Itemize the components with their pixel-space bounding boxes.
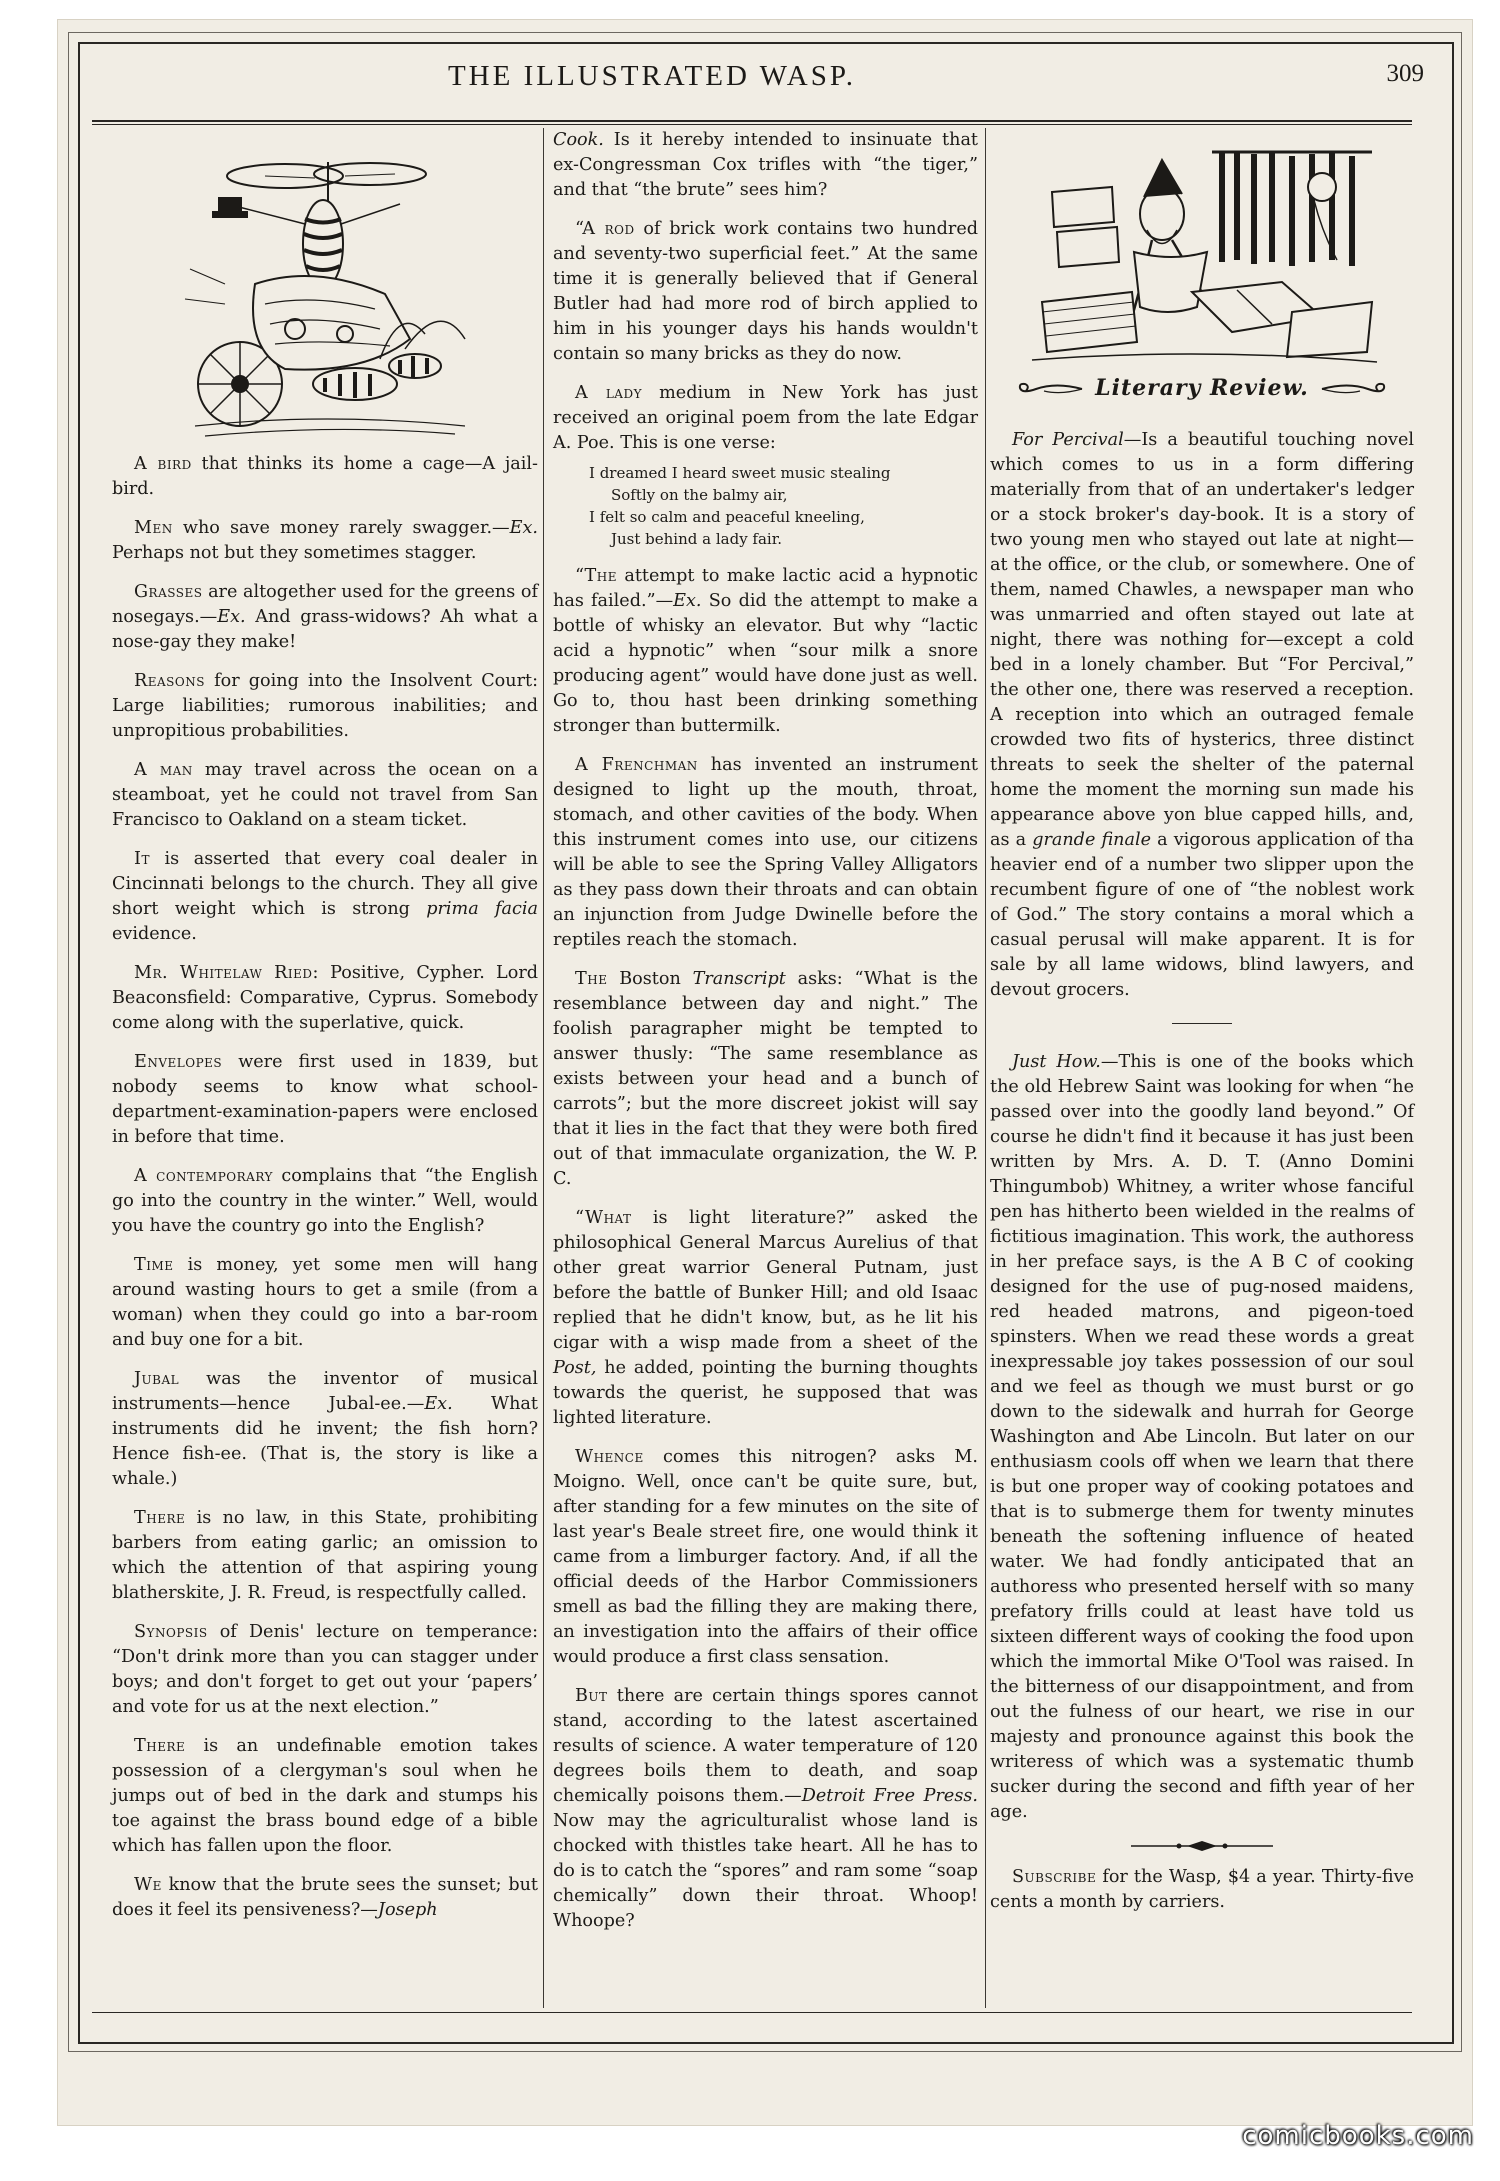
paragraph-text: is light literature?” asked the philosophical General Marcus Aurelius of that other great warrior General Putnam, just before the battle of Bunker Hill; and old Isaac replied that he didn't know, but, as he lit his cigar with a wisp made from a sheet of the (553, 1208, 978, 1353)
paragraph-lead: “The (575, 566, 617, 586)
paragraph (112, 1873, 538, 1923)
paragraph-text: he added, pointing the burning thoughts towards the querist, he supposed that was lighted literature. (553, 1358, 978, 1428)
short-divider (1172, 1023, 1232, 1024)
paragraph-lead: The (575, 969, 608, 989)
paragraph-text: asks: “What is the resemblance between day and night.” The foolish paragrapher might be tempted to answer thusly: “The same resemblance as exists between your head and a bunch of carrots”; but the more discreet jokist will say that it lies in the fact that they were both fired out of that immaculate organization, the W. P. C. (553, 969, 978, 1189)
paragraph (553, 1206, 978, 1431)
verse-line: Just behind a lady fair. (611, 530, 783, 548)
paragraph (112, 1253, 538, 1353)
paragraph (112, 580, 538, 655)
section-title: Literary Review. (1095, 375, 1309, 401)
paragraph-text: were first used in 1839, but nobody seems to know what school-department-examination-papers were enclosed in before that time. (112, 1052, 538, 1147)
paragraph-lead: There (134, 1508, 186, 1528)
paragraph (112, 1164, 538, 1239)
continued-paragraph (553, 128, 978, 203)
paragraph (112, 847, 538, 947)
paragraph-text: was the inventor of musical instruments—hence Jubal-ee.— (112, 1369, 538, 1414)
paragraph-text: Now may the agriculturalist whose land is chocked with thistles take heart. All he has to do is to catch the “spores” and ram some “soap chemically” down their throat. Whoop! Whoope? (553, 1811, 978, 1931)
subscription-notice (990, 1865, 1414, 1915)
paragraph-text: of Denis' lecture on temperance: “Don't drink more than you can stagger under boys; and don't forget to get out your ‘papers’ and vote for us at the next election.” (112, 1622, 538, 1717)
paragraph-lead: Whence (575, 1447, 644, 1467)
paragraph (112, 1620, 538, 1720)
review-for-percival (990, 428, 1414, 1003)
paragraph-lead: There (134, 1736, 186, 1756)
paragraph (112, 1506, 538, 1606)
column-rule-left (543, 128, 544, 2008)
subscription-text: for the Wasp, $4 a year. Thirty-five cents a month by carriers. (990, 1867, 1414, 1912)
paragraph (112, 1050, 538, 1150)
running-head (92, 60, 1432, 106)
header-rule (92, 120, 1412, 125)
paragraph-text: medium in New York has just received an original poem from the late Edgar A. Poe. This is one verse: (553, 383, 978, 453)
paragraph-text: who save money rarely swagger.— (172, 518, 510, 538)
paragraph-text: know that the brute sees the sunset; but does it feel its pensiveness?— (112, 1875, 538, 1920)
review-text: —Is a beautiful touching novel which comes to us in a form differing materially from that of an undertaker's ledger or a stock broker's day-book. It is a story of two young men who stayed out late at night—at the office, or the club, or somewhere. One of them, named Chawles, a newspaper man who was unmarried and often stayed out late at night, there was nothing for—except a cold bed in a lonely chamber. But “For Percival,” the other one, there was reserved a reception. A reception into which an outraged female crowded two fits of hysterics, three distinct threats to seek the shelter of the paternal home the moment the morning sun made his appearance above yon blue capped hills, and, as a (990, 430, 1414, 850)
paragraph-lead: Envelopes (134, 1052, 223, 1072)
paragraph-text: So did the attempt to make a bottle of whisky an elevator. But why “lactic acid a hypnotic” when “sour milk a snore producing agent” would have done just as well. Go to, thou hast been drinking something stronger than buttermilk. (553, 591, 978, 736)
paragraph-lead: “What (575, 1208, 632, 1228)
paragraph-lead: A bird (134, 454, 192, 474)
paragraph-lead: Synopsis (134, 1622, 208, 1642)
paragraph-text: What instruments did he invent; the fish horn? Hence fish-ee. (That is, the story is like a whale.) (112, 1394, 538, 1489)
paragraph-lead: A Frenchman (575, 755, 698, 775)
review-text: a vigorous application of tha heavier end of a number two slipper upon the recumbent figure of one of “the noblest work of God.” The story contains a moral which a casual perusal will make apparent. It is for sale by all lame widows, blind lawyers, and devout grocers. (990, 830, 1414, 1000)
paragraph-text: attempt to make lactic acid a hypnotic has failed.”— (553, 566, 978, 611)
paragraph-text: comes this nitrogen? asks M. Moigno. Well, once can't be quite sure, but, after standing for a few minutes on the site of last year's Beale street fire, one would think it came from a limburger factory. And, if all the official deeds of the Harbor Commissioners smell as bad the filling they are making there, an investigation into the affairs of their office would produce a first class sensation. (553, 1447, 978, 1667)
poem-verse (589, 462, 978, 550)
review-text: —This is one of the books which the old Hebrew Saint was looking for when “he passed over into the goodly land beyond.” Of course he didn't find it because it has just been written by Mrs. A. D. T. (Anno Domini Thingumbob) Whitney, a writer whose fanciful pen has hitherto been wielded in the realms of fictitious imagination. This work, the authoress in her preface says, is the A B C of cooking designed for the use of pug-nosed maidens, red headed matrons, and pigeon-toed spinsters. When we read these words a great inexpressable joy takes possession of our soul and we feel as though we must burst or go down to the sidewalk and hurrah for George Washington and Abe Lincoln. But later on our enthusiasm cools off when we learn that there is but one proper way of cooking potatoes and that is to submerge them for twenty minutes beneath the softening influence of heated water. We had fondly anticipated that an authoress who presented herself with so many prefatory frills could at least have told us sixteen different ways of cooking the food upon which the immortal Mike O'Tool was raised. In the bitterness of our disappointment, and from out the fulness of our heart, we rise in our majesty and pronounce against this book the writeress of which was a systematic thumb sucker during the second and fifth year of her age. (990, 1052, 1414, 1822)
watermark: comicbooks.com (1242, 2121, 1474, 2151)
paragraph-text: Boston (607, 969, 693, 989)
paragraph-text: of brick work contains two hundred and seventy-two superficial feet.” At the same time it is generally believed that if General Butler had had more rod of birch applied to him in his younger days his hands wouldn't contain so many bricks as they do now. (553, 219, 978, 364)
scroll-ornament-right-icon (1320, 380, 1388, 398)
paragraph-text: for going into the Insolvent Court: Large liabilities; rumorous inabilities; and unpropitious probabilities. (112, 671, 538, 741)
page-number: 309 (1386, 60, 1424, 87)
scroll-ornament-left-icon (1016, 380, 1084, 398)
paragraph-emphasis: Ex. (509, 518, 538, 538)
paragraph-lead: Reasons (134, 671, 205, 691)
review-just-how (990, 1050, 1414, 1825)
paragraph-lead: A contemporary (134, 1166, 273, 1186)
paragraph-lead: Grasses (134, 582, 203, 602)
paragraph-emphasis: Ex. (217, 607, 246, 627)
paragraph-text: complains that “the English go into the country in the winter.” Well, would you have the country go into the English? (112, 1166, 538, 1236)
paragraph (112, 1367, 538, 1492)
paragraph (553, 967, 978, 1192)
paragraph (553, 564, 978, 739)
paragraph (112, 669, 538, 744)
paragraph-lead: Jubal (134, 1369, 180, 1389)
paragraph-text: Perhaps not but they sometimes stagger. (112, 543, 477, 563)
subscription-lead: Subscribe (1012, 1867, 1097, 1887)
bookworm-illustration (1022, 142, 1382, 372)
journal-title: THE ILLUSTRATED WASP. (447, 60, 857, 92)
paragraph-lead: Men (134, 518, 173, 538)
bee-chariot-illustration (165, 134, 485, 444)
verse-line: I dreamed I heard sweet music stealing (589, 464, 891, 482)
paragraph (112, 961, 538, 1036)
paragraph-lead: “A rod (575, 219, 635, 239)
paragraph-emphasis: Detroit Free Press. (801, 1786, 978, 1806)
paragraph (553, 381, 978, 456)
paragraph-text: has invented an instrument designed to light up the mouth, throat, stomach, and other cavities of the body. When this instrument comes into use, our citizens will be able to see the Spring Valley Alligators as they pass down their throats and can obtain an injunction from Judge Dwinelle before the reptiles reach the stomach. (553, 755, 978, 950)
paragraph-emphasis: Transcript (692, 969, 786, 989)
paragraph (553, 217, 978, 367)
paragraph-lead: Time (134, 1255, 174, 1275)
review-title: Just How. (1012, 1052, 1101, 1072)
paragraph-lead: A lady (575, 383, 642, 403)
paragraph-emphasis: Joseph (377, 1900, 438, 1920)
paragraph-text: And grass-widows? Ah what a nose-gay they make! (112, 607, 538, 652)
column-center (553, 128, 978, 1948)
paragraph-emphasis: Ex. (673, 591, 702, 611)
paragraph-lead: Mr. Whitelaw Ried: (134, 963, 319, 983)
paragraph-lead: It (134, 849, 150, 869)
column-right (990, 130, 1414, 1929)
paragraph-text: is no law, in this State, prohibiting barbers from eating garlic; an omission to which the attention of that aspiring young blatherskite, J. R. Freud, is respectfully called. (112, 1508, 538, 1603)
bottom-rule (92, 2012, 1412, 2013)
review-title: For Percival (1012, 430, 1124, 450)
continued-text: Is it hereby intended to insinuate that ex-Congressman Cox trifles with “the tiger,” and that “the brute” sees him? (553, 130, 978, 200)
paragraph-emphasis: prima facia (426, 899, 538, 919)
paragraph (112, 516, 538, 566)
paragraph (553, 1684, 978, 1934)
paragraph-text: Positive, Cypher. Lord Beaconsfield: Comparative, Cyprus. Somebody come along with the superlative, quick. (112, 963, 538, 1033)
paragraph (112, 452, 538, 502)
paragraph-text: is money, yet some men will hang around wasting hours to get a smile (from a woman) when they could go into a bar-room and buy one for a bit. (112, 1255, 538, 1350)
paragraph-text: is asserted that every coal dealer in Cincinnati belongs to the church. They all give short weight which is strong (112, 849, 538, 919)
column-left (112, 130, 538, 1937)
section-heading (990, 376, 1414, 410)
paragraph-lead: But (575, 1686, 608, 1706)
paragraph (112, 1734, 538, 1859)
ornamental-divider-icon (1127, 1839, 1277, 1853)
review-emphasis: grande finale (1032, 830, 1152, 850)
paragraph-text: evidence. (112, 924, 197, 944)
paragraph-text: may travel across the ocean on a steamboat, yet he could not travel from San Francisco to Oakland on a steam ticket. (112, 760, 538, 830)
paragraph-text: is an undefinable emotion takes possession of a clergyman's soul when he jumps out of bed in the dark and stumps his toe against the brass bound edge of a bible which has fallen upon the floor. (112, 1736, 538, 1856)
paragraph-text: there are certain things spores cannot stand, according to the latest ascertained results of science. A water temperature of 120 degrees boils them to death, and soap chemically poisons them.— (553, 1686, 978, 1806)
paragraph (112, 758, 538, 833)
paragraph-text: that thinks its home a cage—A jail-bird. (112, 454, 538, 499)
paragraph (553, 753, 978, 953)
verse-line: I felt so calm and peaceful kneeling, (589, 508, 865, 526)
paragraph-emphasis: Post, (553, 1358, 597, 1378)
paragraph-lead: A man (134, 760, 193, 780)
paragraph-emphasis: Ex. (424, 1394, 453, 1414)
paragraph-text: are altogether used for the greens of nosegays.— (112, 582, 538, 627)
paragraph-lead: We (134, 1875, 162, 1895)
byline-cook: Cook. (553, 130, 604, 150)
column-rule-right (985, 128, 986, 2008)
verse-line: Softly on the balmy air, (611, 486, 788, 504)
paragraph (553, 1445, 978, 1670)
